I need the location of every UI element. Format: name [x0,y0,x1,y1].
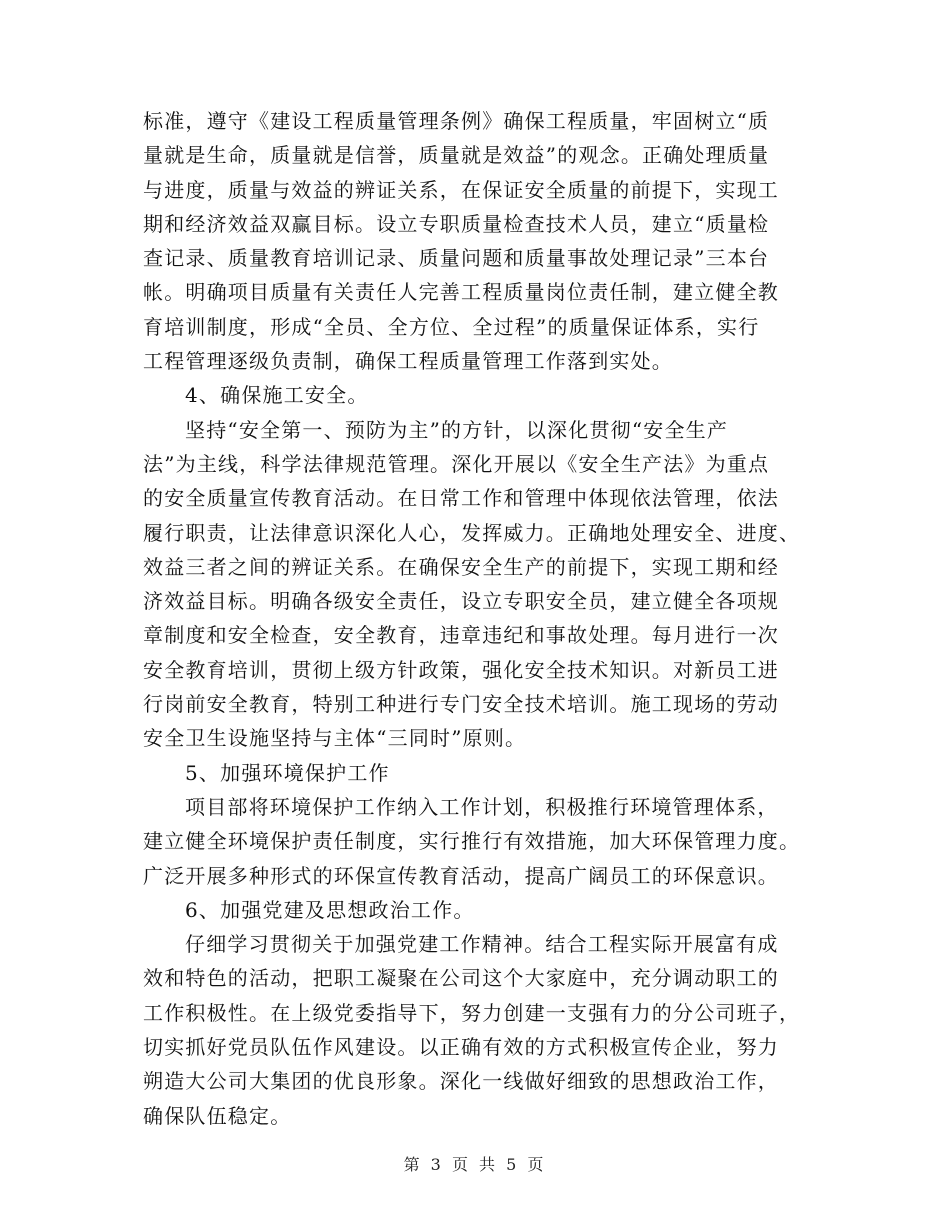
text-line: 坚持“安全第一、预防为主”的方针，以深化贯彻“安全生产 [185,417,729,442]
text-line: 6、加强党建及思想政治工作。 [185,897,475,922]
text-line: 的安全质量宣传教育活动。在日常工作和管理中体现依法管理，依法 [143,486,779,511]
text-line: 5、加强环境保护工作 [185,760,390,785]
text-line: 工作积极性。在上级党委指导下，努力创建一支强有力的分公司班子， [143,1000,801,1025]
text-line: 建立健全环境保护责任制度，实行推行有效措施，加大环保管理力度。 [143,829,801,854]
text-line: 广泛开展多种形式的环保宣传教育活动，提高广阔员工的环保意识。 [143,863,779,888]
document-body [143,104,810,1133]
page-footer: 第 3 页 共 5 页 [403,1155,547,1174]
text-line: 章制度和安全检查，安全教育，违章违纪和事故处理。每月进行一次 [143,623,779,648]
text-line: 行岗前安全教育，特别工种进行专门安全技术培训。施工现场的劳动 [143,692,779,717]
text-line: 仔细学习贯彻关于加强党建工作精神。结合工程实际开展富有成 [185,932,779,957]
text-line: 4、确保施工安全。 [185,383,369,408]
text-line: 确保队伍稳定。 [143,1103,292,1128]
text-line: 育培训制度，形成“全员、全方位、全过程”的质量保证体系，实行 [143,314,760,339]
text-line: 帐。明确项目质量有关责任人完善工程质量岗位责任制，建立健全教 [143,280,779,305]
text-line: 与进度，质量与效益的辨证关系，在保证安全质量的前提下，实现工 [143,177,779,202]
text-line: 法”为主线，科学法律规范管理。深化开展以《安全生产法》为重点 [143,451,770,476]
text-line: 项目部将环境保护工作纳入工作计划，积极推行环境管理体系， [185,794,779,819]
text-line: 效益三者之间的辨证关系。在确保安全生产的前提下，实现工期和经 [143,554,779,579]
text-line: 期和经济效益双赢目标。设立专职质量检查技术人员，建立“质量检 [143,211,770,236]
text-line: 工程管理逐级负责制，确保工程质量管理工作落到实处。 [143,349,673,374]
text-line: 安全卫生设施坚持与主体“三同时”原则。 [143,726,527,751]
text-line: 朔造大公司大集团的优良形象。深化一线做好细致的思想政治工作， [143,1069,779,1094]
text-line: 标准，遵守《建设工程质量管理条例》确保工程质量，牢固树立“质 [143,109,770,133]
text-line: 履行职责，让法律意识深化人心，发挥威力。正确地处理安全、进度、 [143,520,801,545]
text-line: 安全教育培训，贯彻上级方针政策，强化安全技术知识。对新员工进 [143,657,779,682]
text-line: 济效益目标。明确各级安全责任，设立专职安全员，建立健全各项规 [143,589,779,614]
text-line: 量就是生命，质量就是信誉，质量就是效益”的观念。正确处理质量 [143,143,770,168]
text-line: 查记录、质量教育培训记录、质量问题和质量事故处理记录”三本台 [143,246,770,271]
text-line: 切实抓好党员队伍作风建设。以正确有效的方式积极宣传企业，努力 [143,1035,779,1060]
text-line: 效和特色的活动，把职工凝聚在公司这个大家庭中，充分调动职工的 [143,966,779,991]
